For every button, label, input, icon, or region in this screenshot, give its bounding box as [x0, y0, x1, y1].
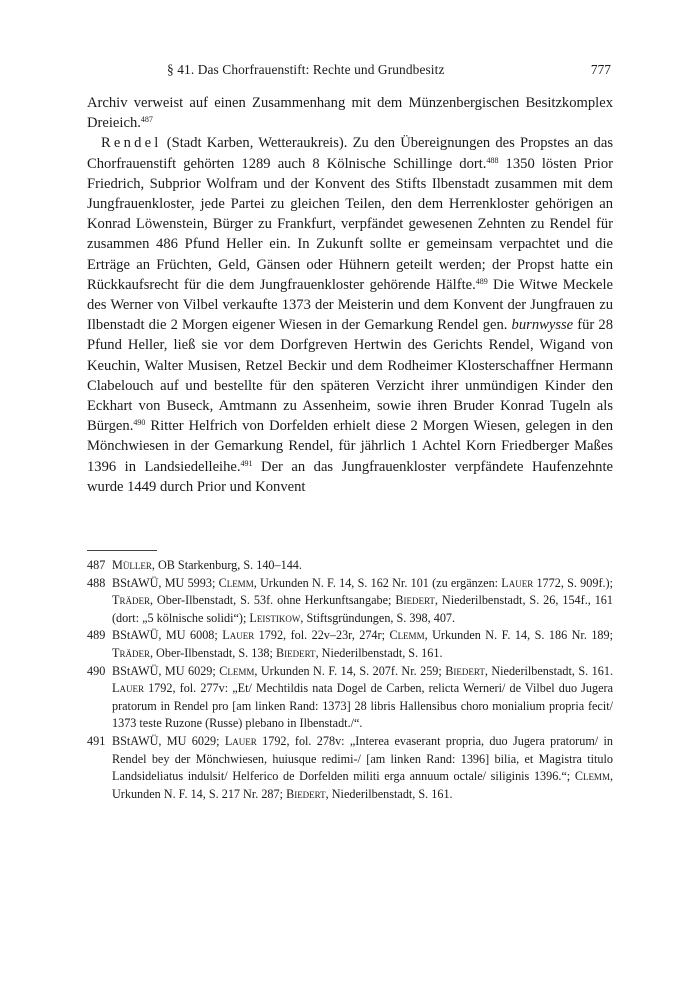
author-name: Clemm	[218, 575, 254, 590]
footnote-text: , Ober-Ilbenstadt, S. 53f. ohne Herkunftsangabe;	[149, 593, 396, 608]
page-number: 777	[590, 62, 611, 77]
text-run: Ritter Helfrich von Dorfelden erhielt diese 2 Morgen Wiesen, gelegen in den Mönchwiesen in der Gemarkung Rendel, für jährlich 1 Achtel Korn Friedberger Maßes 1396 in Landsiedelleihe.	[87, 418, 613, 475]
footnote-text: 1792, fol. 22v–23r, 274r;	[254, 628, 390, 643]
footnote-text: 1792, fol. 278v: „Interea evaserant propria, duo Jugera pratorum/ in Rendel bey der Mönchwiesen, huiusque redimi-/ [am linken Rand: 1396] bilia, et Magistra titulo Landsideliatus indulsit/ Helferico de Dorfelden militi erga annuum octale/ siliginis 1396.“;	[112, 733, 613, 784]
footnote-text: BStAWÜ, MU 6029;	[112, 663, 220, 678]
author-name: Müller	[112, 558, 152, 572]
author-name: Lauer	[224, 733, 257, 748]
author-name: Biedert	[395, 593, 435, 608]
author-name: Lauer	[222, 628, 255, 643]
author-name: Leistikow	[249, 610, 301, 625]
paragraph	[87, 93, 613, 133]
italic-term: burnwysse	[511, 317, 574, 334]
footnote	[87, 663, 613, 733]
footnote-number: 487	[87, 558, 106, 572]
text-run: (Stadt Karben, Wetteraukreis). Zu den Übereignungen des Propstes an das Chorfrauenstift gehörten 1289 auch 8 Kölnische Schillinge dort.	[87, 135, 613, 172]
footnote-reference: 489	[475, 276, 488, 286]
footnote-text: BStAWÜ, MU 6008;	[112, 628, 223, 643]
text-run: Archiv verweist auf einen Zusammenhang mit dem Münzenbergischen Besitzkomplex Dreieich.	[87, 95, 613, 132]
footnote-text: , Ober-Ilbenstadt, S. 138;	[149, 645, 276, 660]
footnote-number: 488	[87, 575, 106, 590]
footnote-text: , Niederilbenstadt, S. 161.	[484, 663, 613, 678]
footnote-text: 1772, S. 909f.);	[533, 575, 614, 590]
running-title: § 41. Das Chorfrauenstift: Rechte und Grundbesitz	[167, 62, 445, 77]
footnote	[87, 627, 613, 662]
main-text	[87, 93, 613, 497]
footnotes	[87, 557, 613, 803]
text-run: Die Witwe Meckele des Werner von Vilbel verkaufte 1373 der Meisterin und dem Konvent der Jungfrauen zu Ilbenstadt die 2 Morgen eigener Wiesen in der Gemarkung Rendel gen.	[87, 276, 614, 334]
author-name: Biedert	[445, 663, 485, 678]
footnote-separator	[87, 550, 157, 551]
author-name: Träder	[112, 645, 150, 660]
footnote-text: , Niederilbenstadt, S. 161.	[325, 786, 453, 801]
author-name: Clemm	[574, 769, 610, 784]
author-name: Clemm	[389, 628, 425, 643]
footnote-text: , Stiftsgründungen, S. 398, 407.	[300, 610, 456, 625]
footnote	[87, 575, 613, 628]
footnote-text: , OB Starkenburg, S. 140–144.	[151, 558, 302, 572]
footnote-text: , Niederilbenstadt, S. 26, 154f., 161 (dort: „5 kölnische solidi“);	[112, 593, 613, 625]
author-name: Lauer	[501, 575, 534, 590]
footnote	[87, 557, 613, 575]
author-name: Biedert	[275, 645, 316, 660]
footnote-text: , Urkunden N. F. 14, S. 217 Nr. 287;	[112, 769, 613, 801]
footnote-text: BStAWÜ, MU 5993;	[112, 575, 219, 590]
footnote-number: 490	[87, 663, 106, 678]
author-name: Biedert	[286, 786, 326, 801]
footnote-text: , Niederilbenstadt, S. 161.	[315, 645, 443, 660]
author-name: Träder	[112, 593, 150, 608]
text-run: für 28 Pfund Heller, ließ sie vor dem Dorfgreven Hertwin des Gerichts Rendel, Wigand von Keuchin, Walter Musisen, Retzel Beckir und dem Rodheimer Klosterschaffner Hermann Clabelouch auf und bestellte für den späteren Verzicht ihrer unmündigen Kinder den Eckhart von Buseck, Amtmann zu Assenheim, sowie ihren Bruder Konrad Tugeln als Bürgen.	[87, 317, 613, 435]
author-name: Lauer	[112, 681, 144, 696]
paragraph	[87, 133, 613, 497]
place-name: Rendel	[101, 135, 162, 152]
footnote-number: 491	[87, 733, 106, 748]
footnote-text: , Urkunden N. F. 14, S. 207f. Nr. 259;	[254, 663, 446, 678]
footnote-reference: 490	[133, 418, 146, 428]
author-name: Clemm	[219, 663, 255, 678]
footnote-text: 1792, fol. 277v: „Et/ Mechtildis nata Dogel de Carben, relicta Werneri/ de Vilbel duo Jugera pratorum in Rendel pro [am linken Rand: 1373] 28 libris Hallensibus choro monialium propria fecit/ 1373 teste Ruzone (Russe) plebano in Ilbenstadt./“.	[112, 681, 613, 731]
footnote-text: , Urkunden N. F. 14, S. 162 Nr. 101 (zu ergänzen:	[253, 575, 502, 590]
footnote-reference: 488	[486, 155, 499, 165]
footnote-number: 489	[87, 628, 106, 643]
footnote-reference: 487	[140, 115, 153, 125]
text-run: Der an das Jungfrauenkloster verpfändete Haufenzehnte wurde 1449 durch Prior und Konvent	[87, 458, 614, 495]
footnote	[87, 733, 613, 803]
page-header	[87, 62, 613, 82]
footnote-text: BStAWÜ, MU 6029;	[112, 733, 225, 748]
text-run: 1350 lösten Prior Friedrich, Subprior Wolfram und der Konvent des Stifts Ilbenstadt zusammen mit dem Jungfrauenkloster, jede Partei zu gleichen Teilen, den dem Herrenkloster gehörigen an Konrad Löwenstein, Bürger zu Frankfurt, verpfändet gewesenen Zehnten zu Rendel für zusammen 486 Pfund Heller ein. In Zukunft sollte er gemeinsam verpachtet und die Erträge an Früchten, Geld, Gänsen oder Hühnern geteilt werden; der Propst hatte ein Rückkaufsrecht für die dem Jungfrauenkloster gehörende Hälfte.	[87, 155, 613, 293]
footnote-text: , Urkunden N. F. 14, S. 186 Nr. 189;	[424, 628, 613, 643]
footnote-reference: 491	[240, 458, 253, 468]
